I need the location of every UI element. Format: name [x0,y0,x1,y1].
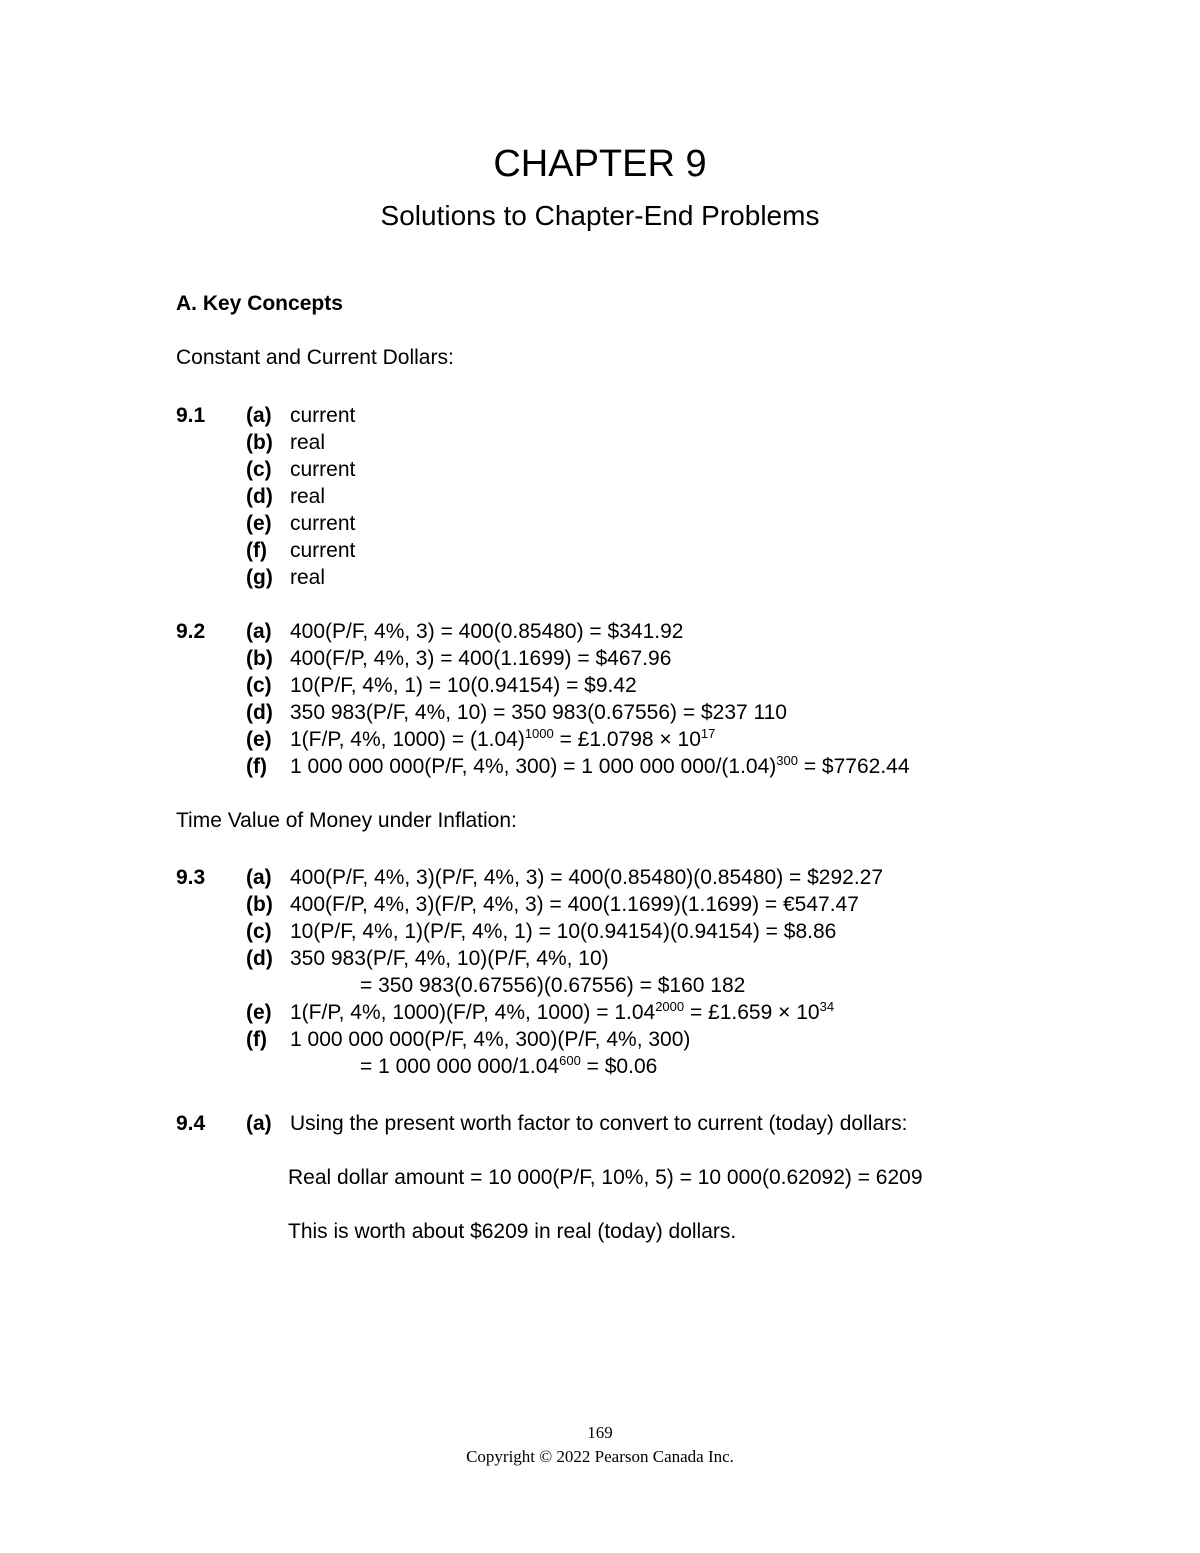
answer-label: (a) [246,1112,272,1135]
answer-text: current [290,404,356,427]
answer-line [246,864,1176,891]
section-heading: A. Key Concepts [176,292,343,315]
answer-text: Using the present worth factor to convert to current (today) dollars: [290,1112,908,1135]
problem-number: 9.1 [176,404,206,427]
problem-9-4 [176,1110,1176,1245]
answer-line [246,483,1176,510]
answer-label: (a) [246,620,272,643]
answer-label: (d) [246,947,273,970]
answer-label: (f) [246,1028,267,1051]
answer-line [246,429,1176,456]
answer-text: = £1.659 × 10 [684,1001,820,1024]
answer-label: (e) [246,1001,272,1024]
problem-9-2 [176,618,1176,780]
problem-9-1 [176,402,1176,591]
answer-line [246,699,1176,726]
answer-label: (a) [246,404,272,427]
answer-label: (c) [246,920,272,943]
answer-text: = 1 000 000 000/1.04 [360,1055,560,1078]
exponent: 34 [819,999,835,1014]
answer-label: (e) [246,512,272,535]
topic-heading-constant-current: Constant and Current Dollars: [176,346,454,369]
exponent: 17 [700,726,716,741]
answer-text: current [290,539,356,562]
chapter-title: CHAPTER 9 [493,143,707,185]
answer-text: 1 000 000 000(P/F, 4%, 300)(P/F, 4%, 300) [290,1028,691,1051]
answer-paragraph: Real dollar amount = 10 000(P/F, 10%, 5) = 10 000(0.62092) = 6209 [288,1166,923,1189]
answer-line [246,537,1176,564]
answer-line [246,726,1176,753]
answer-label: (c) [246,458,272,481]
answer-line [246,564,1176,591]
answer-label: (c) [246,674,272,697]
answer-line [246,510,1176,537]
answer-text: 400(P/F, 4%, 3) = 400(0.85480) = $341.92 [290,620,684,643]
answer-label: (b) [246,431,273,454]
answer-text: 10(P/F, 4%, 1) = 10(0.94154) = $9.42 [290,674,637,697]
problem-number: 9.4 [176,1112,206,1135]
answer-text: 400(F/P, 4%, 3)(F/P, 4%, 3) = 400(1.1699)(1.1699) = €547.47 [290,893,859,916]
answer-line [246,1110,1176,1137]
answer-text: = $0.06 [580,1055,658,1078]
answer-paragraph: This is worth about $6209 in real (today) dollars. [288,1220,737,1243]
answer-text: 350 983(P/F, 4%, 10)(P/F, 4%, 10) [290,947,609,970]
answer-line [246,891,1176,918]
page-number: 169 [587,1423,613,1442]
exponent: 2000 [655,999,685,1014]
answer-text: = 350 983(0.67556)(0.67556) = $160 182 [360,974,746,997]
answer-text: real [290,431,326,454]
answer-label: (b) [246,893,273,916]
answer-line [246,945,1176,972]
chapter-subtitle: Solutions to Chapter-End Problems [380,200,820,231]
answer-text: real [290,566,326,589]
copyright-notice: Copyright © 2022 Pearson Canada Inc. [466,1447,734,1466]
answer-line [246,672,1176,699]
problem-9-3 [176,864,1176,1080]
answer-label: (f) [246,539,267,562]
answer-text: current [290,512,356,535]
answer-label: (d) [246,485,273,508]
answer-text: 1(F/P, 4%, 1000)(F/P, 4%, 1000) = 1.04 [290,1001,656,1024]
answer-line [246,753,1176,780]
answer-label: (f) [246,755,267,778]
exponent: 600 [559,1053,581,1068]
answer-label: (a) [246,866,272,889]
answer-text: 1(F/P, 4%, 1000) = (1.04) [290,728,525,751]
problem-number: 9.3 [176,866,206,889]
answer-text: 400(F/P, 4%, 3) = 400(1.1699) = $467.96 [290,647,672,670]
answer-line [246,999,1176,1026]
answer-label: (g) [246,566,273,589]
answer-text: current [290,458,356,481]
answer-line [246,645,1176,672]
answer-continuation [246,972,1176,999]
answer-text: 10(P/F, 4%, 1)(P/F, 4%, 1) = 10(0.94154)(0.94154) = $8.86 [290,920,837,943]
exponent: 300 [776,753,798,768]
answer-label: (e) [246,728,272,751]
answer-text: 350 983(P/F, 4%, 10) = 350 983(0.67556) = $237 110 [290,701,787,724]
answer-text: = £1.0798 × 10 [553,728,701,751]
answer-line [246,918,1176,945]
problem-number: 9.2 [176,620,206,643]
answer-text: 400(P/F, 4%, 3)(P/F, 4%, 3) = 400(0.85480)(0.85480) = $292.27 [290,866,884,889]
answer-line [246,618,1176,645]
answer-line [246,402,1176,429]
answer-text: 1 000 000 000(P/F, 4%, 300) = 1 000 000 000/(1.04) [290,755,777,778]
answer-label: (d) [246,701,273,724]
answer-continuation [246,1053,1176,1080]
answer-line [246,456,1176,483]
topic-heading-time-value: Time Value of Money under Inflation: [176,809,517,832]
exponent: 1000 [524,726,554,741]
answer-text: = $7762.44 [797,755,910,778]
answer-label: (b) [246,647,273,670]
answer-line [246,1026,1176,1053]
answer-text: real [290,485,326,508]
